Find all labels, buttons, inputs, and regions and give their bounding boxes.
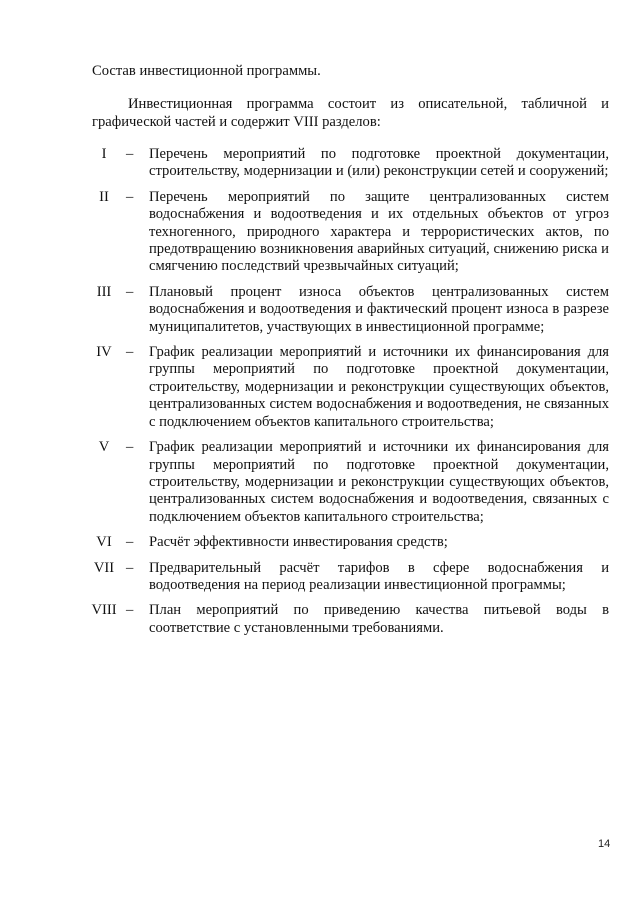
section-text: График реализации мероприятий и источники их финансирования для группы мероприятий по подготовке проектной документации, строительству, модернизации и реконструкции существующих объектов, централизованных систем водоснабжения и водоотведения, связанных с подключением объектов капитального строительства; [149,439,609,525]
section-dash: – [126,344,134,361]
section-numeral: VIII [91,602,117,619]
section-item-5 [84,439,609,526]
section-text: Перечень мероприятий по подготовке проектной документации, строительству, модернизации и (или) реконструкции сетей и сооружений; [149,146,609,180]
section-numeral: IV [96,344,112,361]
section-item-3 [84,284,609,336]
section-text: Расчёт эффективности инвестирования средств; [149,534,448,551]
section-dash: – [126,439,134,456]
section-item-6 [84,534,609,551]
section-numeral: II [99,188,109,205]
section-numeral: V [98,439,110,456]
section-dash: – [126,559,134,576]
section-item-4 [84,344,609,431]
section-dash: – [126,602,134,619]
section-dash: – [126,534,134,551]
section-dash: – [126,188,134,205]
section-item-1 [84,146,609,181]
section-text: График реализации мероприятий и источники их финансирования для группы мероприятий по подготовке проектной документации, строительству, модернизации и реконструкции существующих объектов, централизованных систем водоснабжения и водоотведения, не связанных с подключением объектов капитального строительства; [149,344,609,430]
section-item-7 [84,560,609,595]
page-number: 14 [598,838,611,850]
section-item-2 [84,189,609,276]
section-dash: – [126,283,134,300]
section-dash: – [126,146,134,162]
section-text: Плановый процент износа объектов централизованных систем водоснабжения и водоотведения и фактический процент износа в разрезе муниципалитетов, участвующих в инвестиционной программе; [149,283,609,335]
section-item-8 [84,602,609,637]
section-text: Предварительный расчёт тарифов в сфере водоснабжения и водоотведения на период реализации инвестиционной программы; [149,559,609,593]
section-text: Перечень мероприятий по защите централизованных систем водоснабжения и водоотведения и их отдельных объектов от угроз техногенного, природного характера и террористических актов, по предотвращению возникновения аварийных ситуаций, снижению риска и смягчению последствий чрезвычайных ситуаций; [149,188,609,275]
intro-paragraph: Инвестиционная программа состоит из описательной, табличной и графической частей и содержит VIII разделов: [92,96,609,130]
section-text: План мероприятий по приведению качества питьевой воды в соответствие с установленными требованиями. [149,602,609,636]
sections-list [84,146,609,645]
document-title: Состав инвестиционной программы. [92,63,321,79]
section-numeral: III [96,283,112,300]
section-numeral: I [101,146,107,162]
section-numeral: VII [93,559,115,576]
section-numeral: VI [96,534,112,551]
